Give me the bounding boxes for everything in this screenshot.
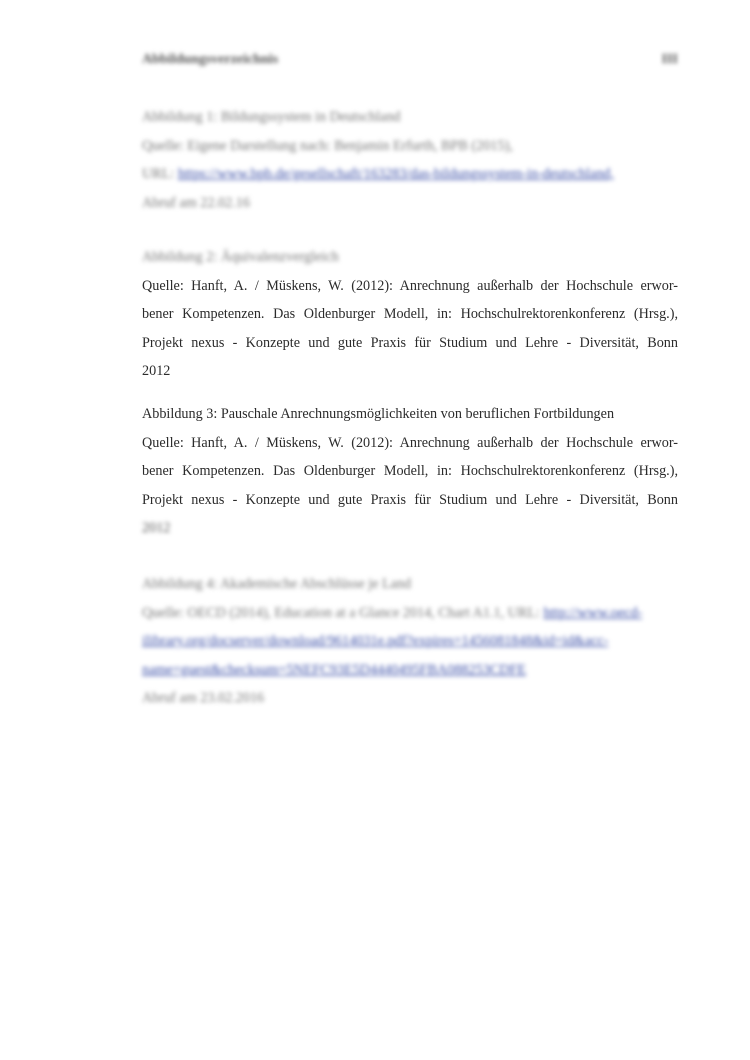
figure-source-line: 2012 bbox=[142, 363, 171, 379]
figure-source-url-line bbox=[142, 160, 678, 189]
figure-accessed-date: Abruf am 23.02.2016 bbox=[142, 690, 265, 706]
figure-accessed-date: Abruf am 22.02.16 bbox=[142, 194, 250, 211]
figure-source-line: Quelle: Hanft, A. / Müskens, W. (2012): Anrechnung außerhalb der Hochschule erwor- bbox=[142, 434, 678, 451]
figure-source-line: bener Kompetenzen. Das Oldenburger Modell, in: Hochschulrektorenkonferenz (Hrsg.), bbox=[142, 463, 678, 479]
url-prefix: URL: bbox=[142, 166, 178, 182]
figure-source-line: Projekt nexus - Konzepte und gute Praxis für Studium und Lehre - Diversität, Bonn bbox=[142, 491, 678, 508]
figure-source-line: Projekt nexus - Konzepte und gute Praxis für Studium und Lehre - Diversität, Bonn bbox=[142, 334, 678, 351]
figure-caption: Abbildung 3: Pauschale Anrechnungsmöglichkeiten von beruflichen Fortbildungen bbox=[142, 406, 615, 422]
figure-entry-3 bbox=[142, 400, 678, 543]
source-prefix: Quelle: OECD (2014), Education at a Glance 2014, Chart A1.1, URL: bbox=[142, 604, 544, 621]
page-title: Abbildungsverzeichnis bbox=[142, 52, 279, 67]
source-link[interactable]: https://www.bpb.de/gesellschaft/163283/das-bildungssystem-in-deutschland, bbox=[177, 166, 614, 182]
figure-source-line: bener Kompetenzen. Das Oldenburger Modell, in: Hochschulrektorenkonferenz (Hrsg.), bbox=[142, 306, 678, 322]
figure-source-url-line bbox=[142, 656, 678, 685]
figure-entry-4 bbox=[142, 570, 678, 713]
source-link-continued[interactable]: name=guest&checksum=5NEFC93E5D4440495FBA088253CDFE bbox=[142, 661, 527, 678]
figure-source-url-line bbox=[142, 627, 678, 656]
figure-source: Quelle: Eigene Darstellung nach: Benjamin Erfurth, BPB (2015), bbox=[142, 137, 513, 154]
figure-entry-1 bbox=[142, 103, 678, 217]
figure-source-line: 2012 bbox=[142, 520, 171, 536]
source-link-continued[interactable]: ilibrary.org/docserver/download/9614031e.pdf?expires=1456081848&id=id&acc- bbox=[142, 633, 609, 649]
figure-caption: Abbildung 4: Akademische Abschlüsse je Land bbox=[142, 576, 412, 592]
figure-caption: Abbildung 2: Äquivalenzvergleich bbox=[142, 249, 339, 265]
figure-source-url-line bbox=[142, 599, 678, 628]
figure-source-line: Quelle: Hanft, A. / Müskens, W. (2012): Anrechnung außerhalb der Hochschule erwor- bbox=[142, 277, 678, 294]
page-header bbox=[142, 52, 678, 74]
figure-entry-2 bbox=[142, 243, 678, 386]
figure-caption: Abbildung 1: Bildungssystem in Deutschland bbox=[142, 109, 401, 125]
page-number: III bbox=[661, 52, 678, 67]
source-link[interactable]: http://www.oecd- bbox=[543, 604, 643, 621]
